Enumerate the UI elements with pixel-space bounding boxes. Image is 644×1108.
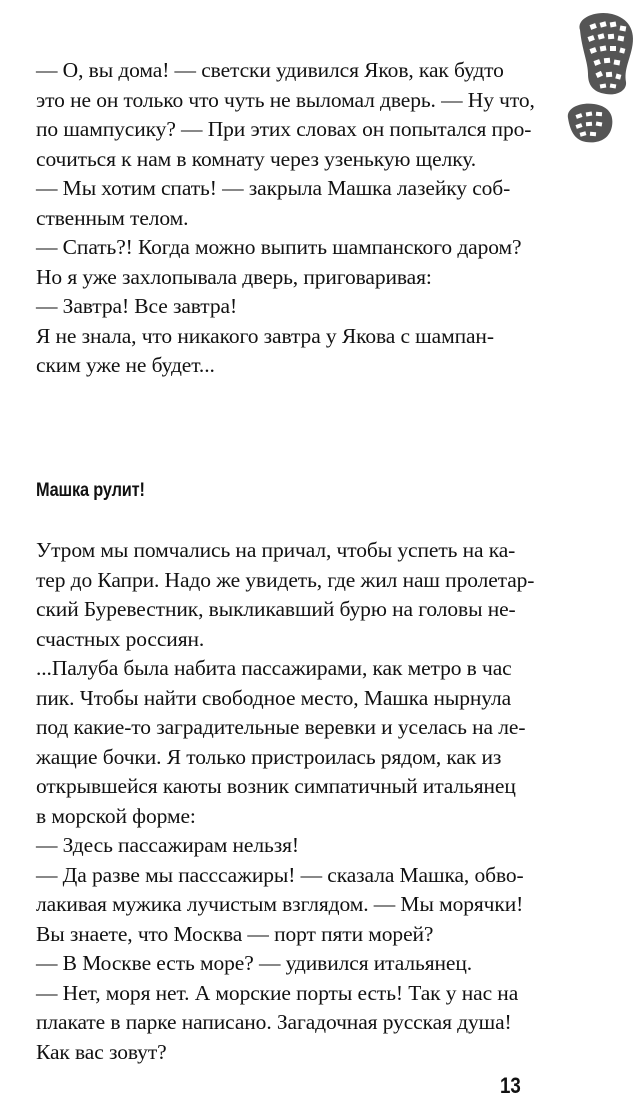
text-line: пик. Чтобы найти свободное место, Машка нырнула bbox=[36, 685, 512, 710]
text-line: — Да разве мы пасссажиры! — сказала Машка, обво- bbox=[36, 862, 524, 887]
text-line: ...Палуба была набита пассажирами, как метро в час bbox=[36, 656, 512, 680]
text-line: сочиться к нам в комнату через узенькую щелку. bbox=[36, 146, 477, 171]
page-number: 13 bbox=[500, 1073, 521, 1098]
text-line: тер до Капри. Надо же увидеть, где жил наш пролетар- bbox=[36, 567, 535, 592]
text-line: под какие-то заградительные веревки и уселась на ле- bbox=[36, 715, 526, 739]
text-line: Утром мы помчались на причал, чтобы успеть на ка- bbox=[36, 538, 516, 562]
text-line: — Мы хотим спать! — закрыла Машка лазейку соб- bbox=[36, 176, 511, 200]
text-line: жащие бочки. Я только пристроилась рядом, как из bbox=[36, 744, 502, 769]
text-line: Как вас зовут? bbox=[36, 1039, 167, 1064]
text-line: — О, вы дома! — светски удивился Яков, как будто bbox=[36, 58, 504, 82]
text-line: ским уже не будет... bbox=[36, 353, 215, 377]
text-line: лакивая мужика лучистым взглядом. — Мы морячки! bbox=[36, 892, 524, 916]
text-line: ский Буревестник, выкликавший бурю на головы не- bbox=[36, 597, 516, 621]
top-text-block bbox=[36, 56, 556, 381]
text-line: Но я уже захлопывала дверь, приговаривая: bbox=[36, 264, 432, 289]
section-heading: Машка рулит! bbox=[36, 480, 145, 501]
text-line: Вы знаете, что Москва — порт пяти морей? bbox=[36, 921, 434, 946]
bottom-text-block bbox=[36, 536, 556, 1067]
text-line: плакате в парке написано. Загадочная русская душа! bbox=[36, 1010, 512, 1034]
text-line: это не он только что чуть не выломал дверь. — Ну что, bbox=[36, 87, 535, 112]
text-line: — Здесь пассажирам нельзя! bbox=[36, 833, 299, 857]
text-line: открывшейся каюты возник симпатичный итальянец bbox=[36, 774, 516, 798]
text-line: в морской форме: bbox=[36, 803, 196, 828]
text-line: по шампусику? — При этих словах он попытался про- bbox=[36, 117, 532, 141]
text-line: — Нет, моря нет. А морские порты есть! Так у нас на bbox=[36, 980, 519, 1005]
text-line: — В Москве есть море? — удивился итальянец. bbox=[36, 951, 473, 975]
text-line: счастных россиян. bbox=[36, 626, 205, 651]
text-line: ственным телом. bbox=[36, 205, 189, 230]
text-line: — Завтра! Все завтра! bbox=[36, 294, 238, 318]
footprint-icon bbox=[566, 10, 638, 160]
text-line: Я не знала, что никакого завтра у Якова с шампан- bbox=[36, 323, 494, 348]
text-line: — Спать?! Когда можно выпить шампанского даром? bbox=[36, 235, 522, 259]
